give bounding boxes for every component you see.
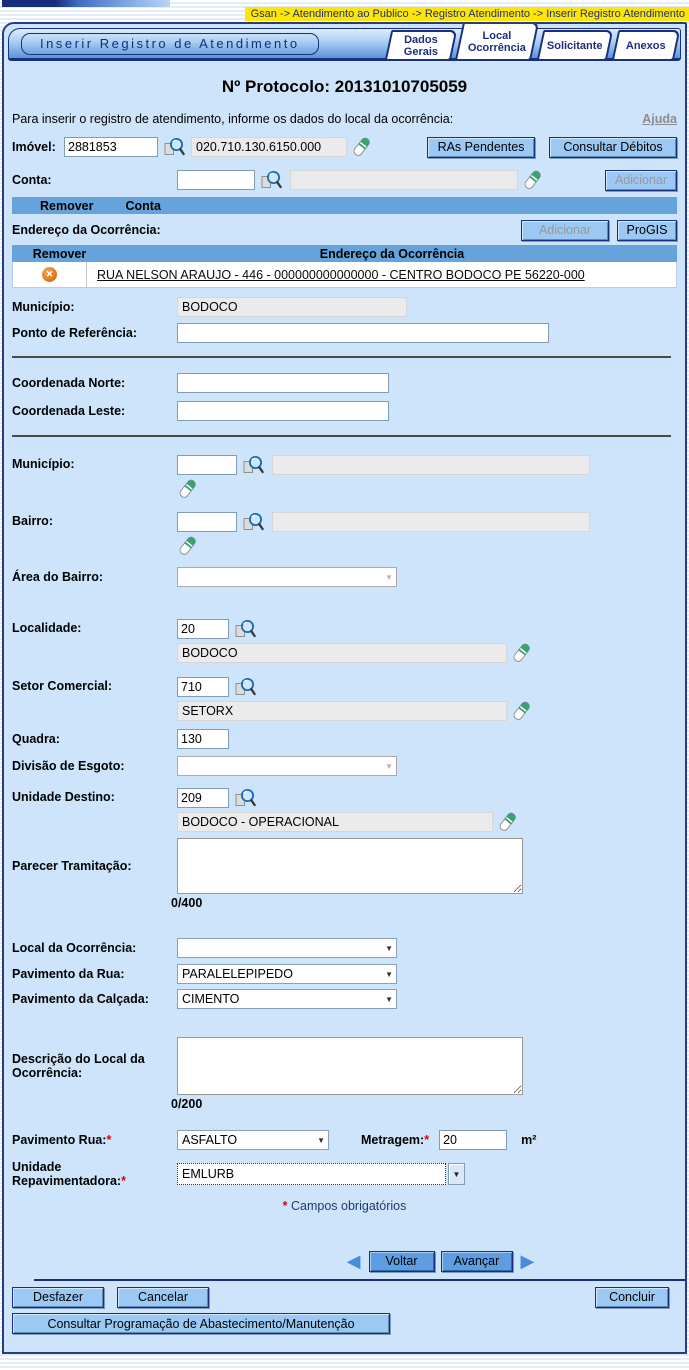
pavimento-rua-value: PARALELEPIPEDO	[182, 966, 293, 981]
conta-label: Conta:	[12, 173, 52, 187]
top-strip	[0, 0, 689, 22]
search-icon[interactable]	[243, 455, 264, 475]
titlebar	[8, 28, 681, 61]
concluir-button[interactable]: Concluir	[595, 1287, 669, 1308]
field-row-localidade	[4, 616, 685, 664]
pavimento-calcada-label: Pavimento da Calçada:	[12, 991, 149, 1006]
setor-line1	[177, 674, 530, 700]
ras-pendentes-button[interactable]: RAs Pendentes	[427, 137, 535, 158]
municipio-line2	[177, 478, 590, 500]
field-row-municipio	[4, 452, 685, 500]
nav-forward-arrow-icon[interactable]: ▶	[520, 1251, 535, 1271]
dropdown-arrow-icon: ▼	[385, 994, 393, 1004]
required-note: * Campos obrigatórios	[282, 1199, 407, 1213]
eraser-icon-glyph	[513, 701, 530, 721]
search-icon-glyph	[235, 788, 256, 808]
unidade-destino-label: Unidade Destino:	[12, 790, 115, 804]
setor-comercial-descricao: SETORX	[177, 701, 507, 721]
pavimento-rua-select[interactable]	[177, 964, 397, 984]
descricao-local-textarea[interactable]	[177, 1037, 523, 1095]
wizard-nav	[100, 1249, 687, 1273]
eraser-icon-glyph	[353, 137, 370, 157]
protocol-number: Nº Protocolo: 20131010705059	[221, 77, 468, 96]
dropdown-arrow-icon: ▼	[317, 1136, 325, 1145]
unidade-repavimentadora-select[interactable]	[177, 1163, 465, 1185]
unidade-destino-descricao: BODOCO - OPERACIONAL	[177, 812, 493, 832]
localidade-descricao: BODOCO	[177, 643, 507, 663]
search-icon[interactable]	[261, 170, 282, 190]
search-icon[interactable]	[235, 677, 256, 697]
unidade-destino-line1	[177, 785, 516, 811]
eraser-icon-glyph	[179, 479, 196, 499]
dropdown-arrow-button[interactable]	[448, 1163, 465, 1185]
desfazer-button[interactable]: Desfazer	[12, 1287, 104, 1308]
eraser-icon[interactable]	[524, 170, 541, 190]
unidade-repavimentadora-label: Unidade Repavimentadora:*	[12, 1160, 126, 1188]
ponto-referencia-input[interactable]	[177, 323, 549, 343]
endereco-header-remover: Remover	[32, 246, 87, 261]
parecer-label: Parecer Tramitação:	[12, 859, 132, 873]
coordenada-leste-label: Coordenada Leste:	[12, 403, 126, 418]
imovel-matricula: 020.710.130.6150.000	[191, 137, 347, 157]
imovel-input[interactable]	[64, 137, 158, 157]
municipio-display-value: BODOCO	[177, 297, 407, 317]
field-row-setor-comercial	[4, 674, 685, 722]
dropdown-arrow-icon: ▼	[452, 1169, 461, 1179]
field-row-coordenada-leste	[4, 399, 685, 422]
divisao-esgoto-label: Divisão de Esgoto:	[12, 759, 125, 773]
tab-label: Local Ocorrência	[467, 29, 527, 54]
setor-comercial-label: Setor Comercial:	[12, 679, 113, 693]
endereco-table-head	[12, 245, 677, 262]
pavimento-rua-req-select[interactable]	[177, 1130, 329, 1150]
conta-table-header	[12, 197, 677, 214]
field-row-coordenada-norte	[4, 371, 685, 394]
unidade-destino-input[interactable]	[177, 788, 229, 808]
municipio-stack	[177, 452, 590, 500]
consultar-debitos-button[interactable]: Consultar Débitos	[549, 137, 677, 158]
tab-solicitante[interactable]	[537, 30, 614, 61]
coordenada-norte-input[interactable]	[177, 373, 389, 393]
localidade-label: Localidade:	[12, 621, 82, 635]
footer-consult-row	[4, 1313, 685, 1334]
pavimento-rua-req-value: ASFALTO	[182, 1133, 238, 1147]
municipio-line1	[177, 452, 590, 478]
conta-header-conta: Conta	[125, 198, 161, 213]
footer-buttons-row	[4, 1286, 685, 1308]
descricao-local-counter: 0/200	[171, 1097, 203, 1111]
remove-address-icon[interactable]: ✕	[42, 267, 57, 282]
eraser-icon[interactable]	[353, 137, 370, 157]
help-link[interactable]: Ajuda	[642, 112, 677, 126]
field-row-local-ocorrencia	[4, 937, 685, 958]
setor-line2	[177, 700, 530, 722]
divisao-esgoto-select[interactable]	[177, 756, 397, 776]
municipio-descricao	[272, 455, 590, 475]
conta-input[interactable]	[177, 170, 255, 190]
endereco-header-row	[4, 219, 685, 241]
dropdown-arrow-icon: ▼	[385, 762, 393, 771]
metragem-input[interactable]	[439, 1130, 507, 1150]
parecer-textarea[interactable]	[177, 838, 523, 894]
avancar-button[interactable]: Avançar	[441, 1251, 513, 1272]
ponto-referencia-label: Ponto de Referência:	[12, 326, 138, 340]
localidade-stack	[177, 616, 530, 664]
eraser-icon-glyph	[179, 536, 196, 556]
localidade-input[interactable]	[177, 619, 229, 639]
field-row-municipio-display	[4, 296, 685, 317]
municipio-display-label: Município:	[12, 299, 75, 314]
pavimento-calcada-value: CIMENTO	[182, 991, 240, 1006]
metragem-label: Metragem:*	[361, 1133, 430, 1147]
search-icon-glyph	[235, 619, 256, 639]
search-icon-glyph	[243, 455, 264, 475]
form-panel	[2, 22, 687, 1354]
dropdown-arrow-icon: ▼	[385, 943, 393, 953]
page-title: Inserir Registro de Atendimento	[21, 33, 319, 55]
localidade-line1	[177, 616, 530, 642]
search-icon-glyph	[261, 170, 282, 190]
adicionar-conta-button[interactable]: Adicionar	[605, 170, 677, 191]
field-row-conta	[4, 167, 685, 193]
descricao-local-label: Descrição do Local da Ocorrência:	[12, 1052, 145, 1080]
tab-local-ocorrencia[interactable]	[455, 22, 539, 61]
unidade-destino-stack	[177, 785, 516, 833]
eraser-icon[interactable]	[499, 812, 516, 832]
progis-button[interactable]: ProGIS	[617, 220, 677, 241]
endereco-label: Endereço da Ocorrência:	[12, 223, 161, 237]
adicionar-endereco-button[interactable]: Adicionar	[521, 220, 609, 241]
endereco-table	[12, 245, 677, 288]
conta-header-remover: Remover	[40, 198, 94, 213]
field-row-divisao-esgoto	[4, 755, 685, 777]
endereco-header-endereco: Endereço da Ocorrência	[319, 246, 465, 261]
area-bairro-label: Área do Bairro:	[12, 570, 103, 584]
bairro-stack	[177, 509, 590, 557]
area-bairro-select[interactable]	[177, 567, 397, 587]
instruction-text: Para inserir o registro de atendimento, informe os dados do local da ocorrência:	[12, 112, 454, 126]
tab-label: Dados Gerais	[403, 33, 439, 58]
unidade-repavimentadora-value: EMLURB	[182, 1167, 235, 1181]
search-icon-glyph	[235, 677, 256, 697]
search-icon[interactable]	[235, 619, 256, 639]
tab-label: Anexos	[626, 39, 666, 52]
eraser-icon-glyph	[499, 812, 516, 832]
field-row-parecer	[4, 838, 685, 894]
endereco-table-row	[12, 262, 677, 288]
top-gradient-bar	[2, 0, 170, 7]
unidade-destino-line2	[177, 811, 516, 833]
field-row-imovel	[4, 135, 685, 159]
metragem-unit: m²	[521, 1133, 537, 1147]
unidade-repavimentadora-field	[177, 1163, 446, 1185]
field-row-unidade-repavimentadora	[4, 1157, 685, 1191]
field-row-bairro	[4, 509, 685, 557]
field-row-ponto-referencia	[4, 321, 685, 345]
nav-back-arrow-icon[interactable]: ◀	[346, 1251, 361, 1271]
search-icon-glyph	[164, 137, 185, 157]
search-icon[interactable]	[164, 137, 185, 157]
eraser-icon[interactable]	[179, 536, 196, 556]
tab-dados-gerais[interactable]	[385, 30, 458, 61]
field-row-pavimento-rua	[4, 963, 685, 984]
breadcrumb: Gsan -> Atendimento ao Publico -> Registro Atendimento -> Inserir Registro Atendimento	[245, 7, 689, 21]
municipio-input[interactable]	[177, 455, 237, 475]
eraser-icon[interactable]	[179, 479, 196, 499]
eraser-icon-glyph	[524, 170, 541, 190]
search-icon-glyph	[243, 512, 264, 532]
local-ocorrencia-label: Local da Ocorrência:	[12, 940, 137, 955]
local-ocorrencia-select[interactable]	[177, 938, 397, 958]
search-icon[interactable]	[243, 512, 264, 532]
municipio-label: Município:	[12, 457, 75, 471]
required-marker: *	[282, 1199, 288, 1213]
cancelar-button[interactable]: Cancelar	[117, 1287, 209, 1308]
consultar-programacao-button[interactable]: Consultar Programação de Abastecimento/Manutenção	[12, 1313, 390, 1334]
field-row-pavimento-calcada	[4, 988, 685, 1009]
instruction-row	[4, 111, 685, 127]
localidade-line2	[177, 642, 530, 664]
bairro-descricao	[272, 512, 590, 532]
dropdown-arrow-icon: ▼	[385, 969, 393, 979]
conta-descricao	[290, 170, 518, 190]
tab-anexos[interactable]	[612, 30, 681, 61]
field-row-descricao-local	[4, 1037, 685, 1095]
imovel-label: Imóvel:	[12, 140, 56, 154]
tab-bar	[383, 22, 677, 61]
section-divider	[12, 435, 671, 437]
bairro-line1	[177, 509, 590, 535]
bairro-label: Bairro:	[12, 514, 53, 528]
footer-divider	[34, 1279, 685, 1281]
pavimento-calcada-select[interactable]	[177, 989, 397, 1009]
quadra-label: Quadra:	[12, 732, 60, 746]
eraser-icon[interactable]	[513, 701, 530, 721]
search-icon[interactable]	[235, 788, 256, 808]
pavimento-rua-label: Pavimento da Rua:	[12, 966, 125, 981]
endereco-remove-cell	[13, 262, 87, 287]
address-link[interactable]: RUA NELSON ARAUJO - 446 - 000000000000000 - CENTRO BODOCO PE 56220-000	[97, 267, 585, 282]
tab-label: Solicitante	[547, 39, 603, 52]
required-marker: *	[121, 1174, 126, 1188]
pavimento-rua-req-label: Pavimento Rua:*	[12, 1133, 112, 1147]
field-row-pavimento-rua-req	[4, 1129, 685, 1151]
parecer-counter: 0/400	[171, 896, 203, 910]
eraser-icon[interactable]	[513, 643, 530, 663]
required-marker: *	[424, 1133, 430, 1147]
setor-comercial-input[interactable]	[177, 677, 229, 697]
setor-stack	[177, 674, 530, 722]
field-row-unidade-destino	[4, 785, 685, 833]
bairro-input[interactable]	[177, 512, 237, 532]
required-marker: *	[106, 1133, 112, 1147]
eraser-icon-glyph	[513, 643, 530, 663]
dropdown-arrow-icon: ▼	[385, 573, 393, 582]
quadra-input[interactable]	[177, 729, 229, 749]
field-row-area-bairro	[4, 566, 685, 588]
bairro-line2	[177, 535, 590, 557]
section-divider	[12, 356, 671, 358]
field-row-quadra	[4, 728, 685, 750]
coordenada-norte-label: Coordenada Norte:	[12, 375, 126, 390]
coordenada-leste-input[interactable]	[177, 401, 389, 421]
voltar-button[interactable]: Voltar	[369, 1251, 435, 1272]
